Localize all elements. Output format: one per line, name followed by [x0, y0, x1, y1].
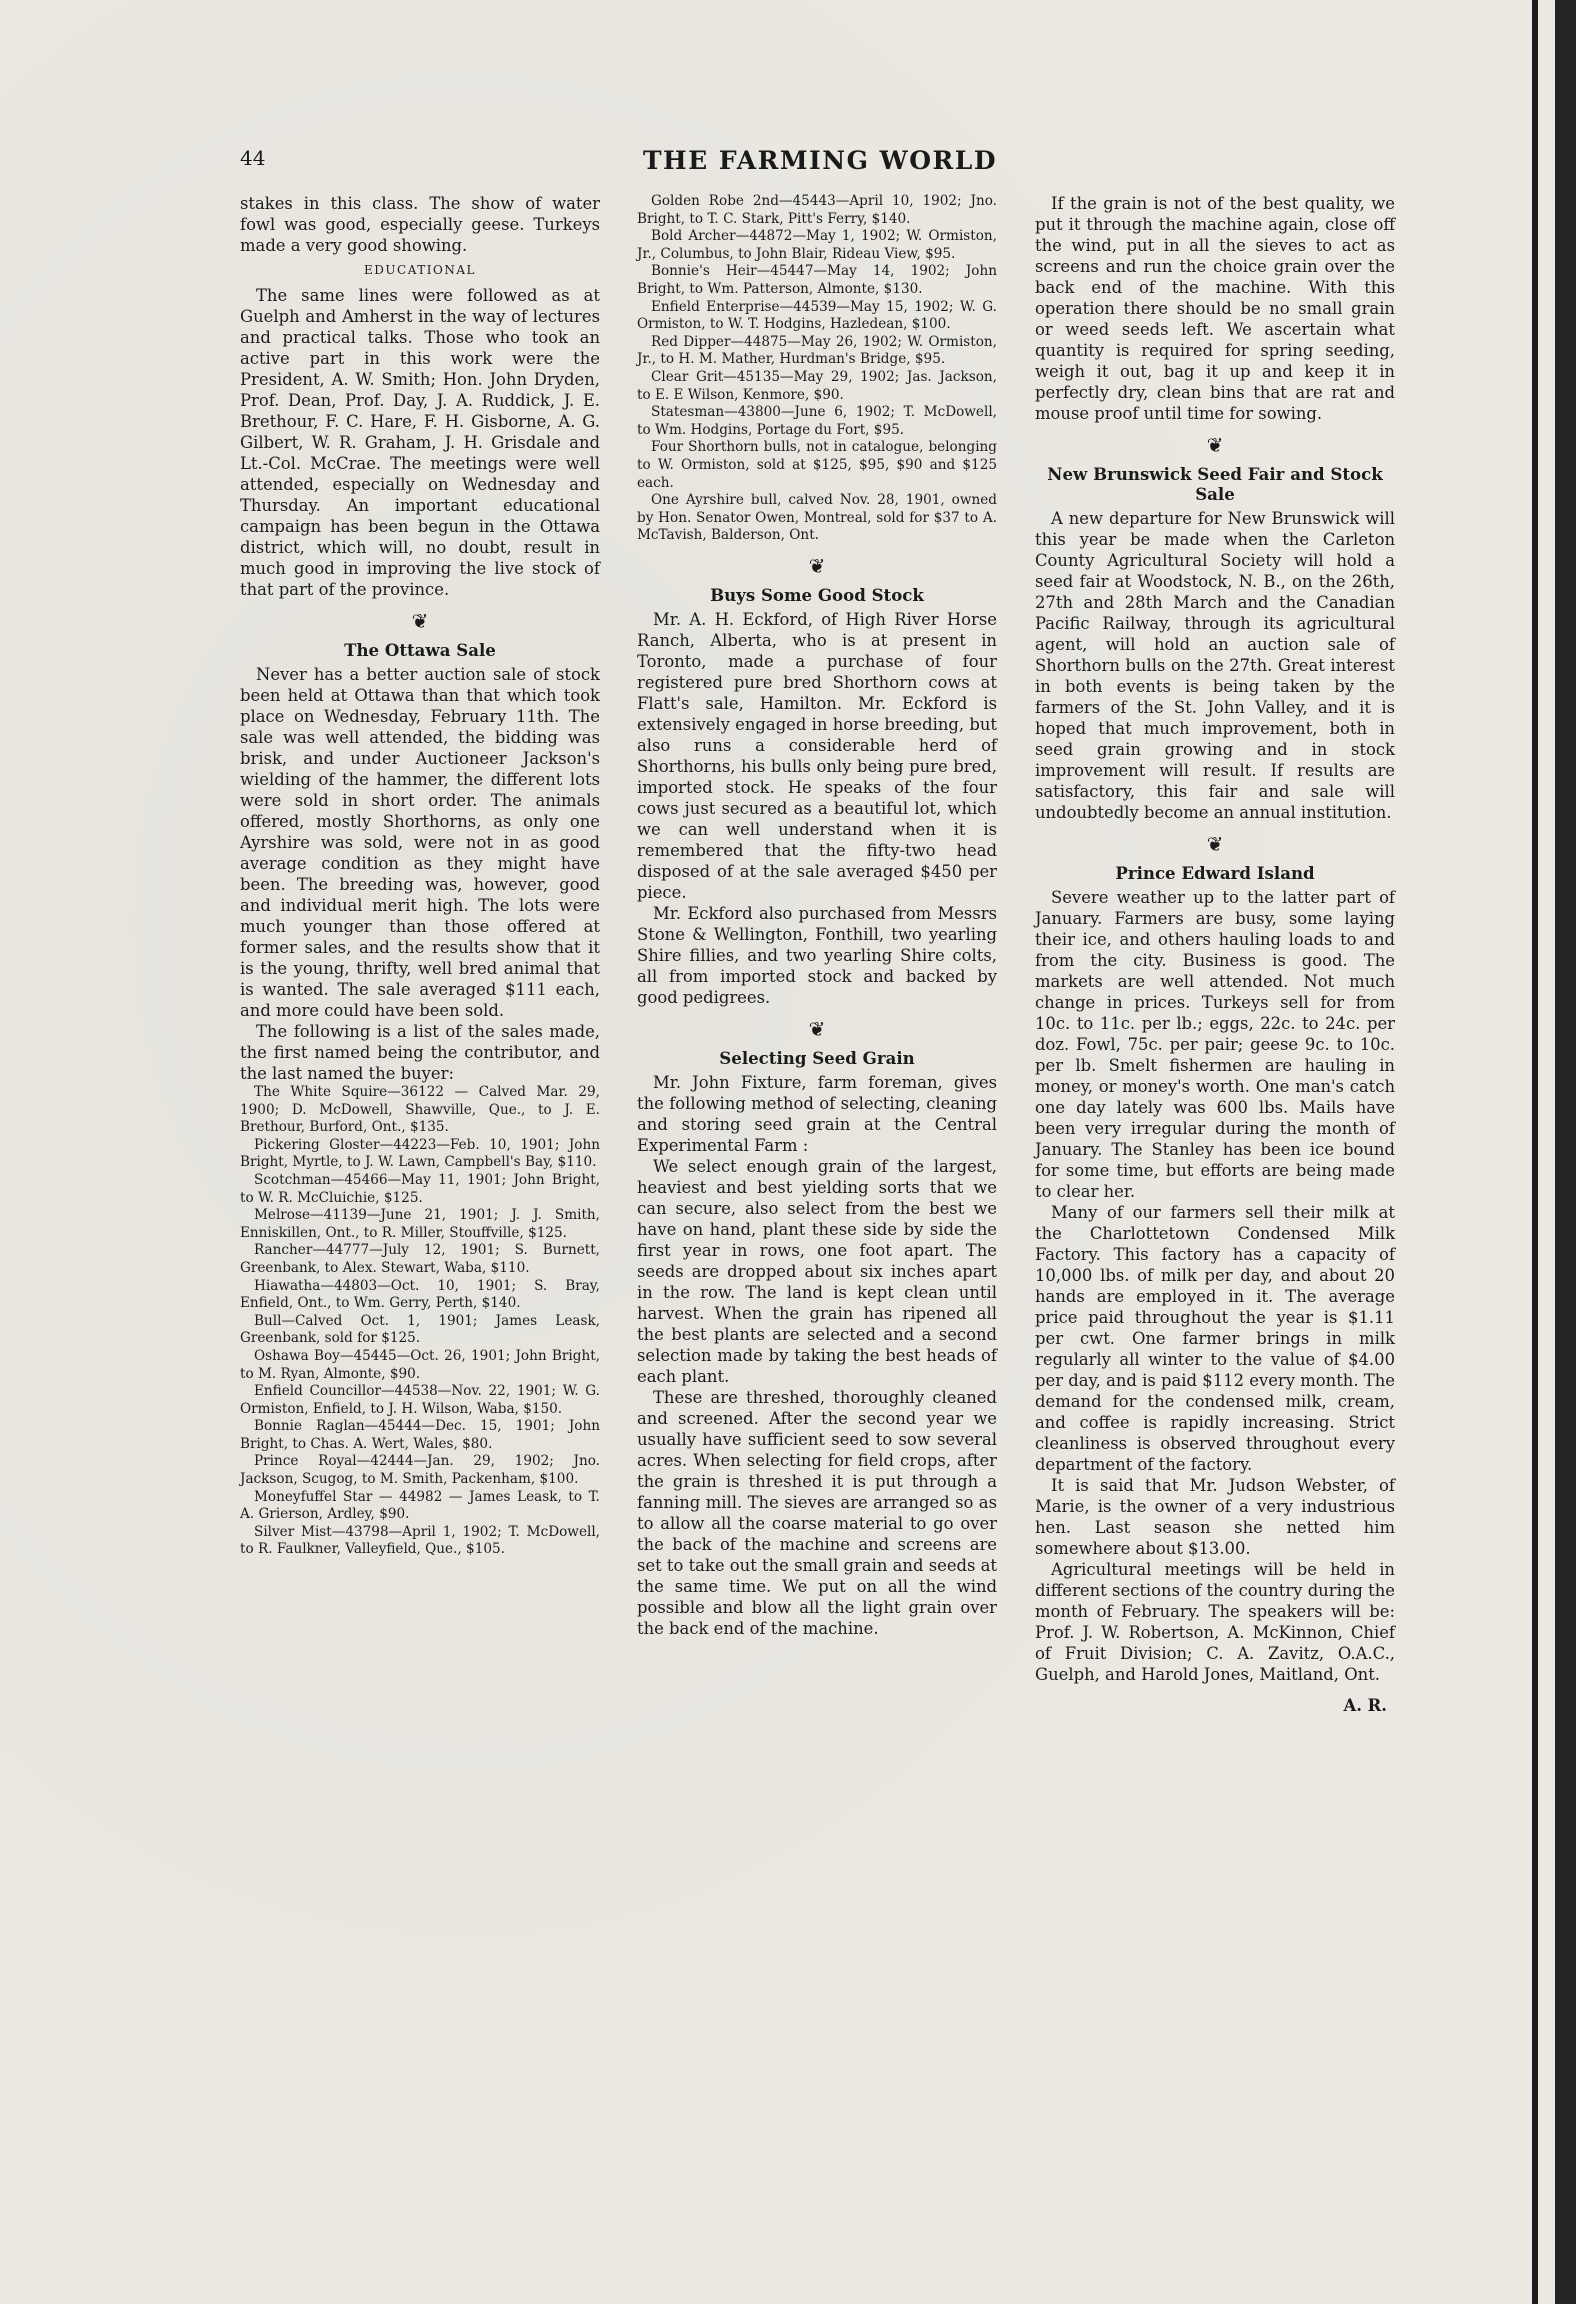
paragraph: stakes in this class. The show of water fowl was good, especially geese. Turkeys made a very good showing.: [240, 194, 600, 255]
paragraph: If the grain is not of the best quality, we put it through the machine again, close off the wind, put in all the sieves to act as screens and run the choice grain over the back end of the machine. With this operation there should be no small grain or weed seeds left. We ascertain what quantity is required for spring seeding, weigh it out, bag it up and keep it in perfectly dry, clean bins that are rat and mouse proof until time for sowing.: [1035, 194, 1395, 423]
ornament-icon: ❦: [411, 609, 429, 633]
sale-entry: Bonnie's Heir—45447—May 14, 1902; John Bright, to Wm. Patterson, Almonte, $130.: [637, 263, 997, 297]
paragraph: Agricultural meetings will be held in different sections of the country during the month of February. The speakers will be: Prof. J. W. Robertson, A. McKinnon, Chief of Fruit Division; C. A. Zavitz, O.A.C., Guelph, and Harold Jones, Maitland, Ont.: [1035, 1560, 1395, 1684]
sale-entry: Oshawa Boy—45445—Oct. 26, 1901; John Bright, to M. Ryan, Almonte, $90.: [240, 1347, 600, 1382]
sale-entry: Scotchman—45466—May 11, 1901; John Bright, to W. R. McCluichie, $125.: [240, 1171, 600, 1206]
paragraph: These are threshed, thoroughly cleaned and screened. After the second year we usually have sufficient seed to sow several acres. When selecting for field crops, after the grain is threshed it is put through a fanning mill. The sieves are arranged so as to allow all the coarse material to go over the back of the machine and screens are set to take out the small grain and seeds at the same time. We put on all the wind possible and blow all the light grain over the back end of the machine.: [637, 1387, 997, 1638]
section-heading-new-brunswick: New Brunswick Seed Fair and Stock Sale: [1047, 464, 1383, 504]
section-heading-ottawa-sale: The Ottawa Sale: [344, 640, 496, 660]
sale-entry: Moneyfuffel Star — 44982 — James Leask, to T. A. Grierson, Ardley, $90.: [240, 1488, 600, 1523]
sale-entry: Bull—Calved Oct. 1, 1901; James Leask, Greenbank, sold for $125.: [240, 1312, 600, 1347]
page-edge-divider: [1532, 0, 1538, 2304]
sale-entry: Hiawatha—44803—Oct. 10, 1901; S. Bray, Enfield, Ont., to Wm. Gerry, Perth, $140.: [240, 1277, 600, 1312]
sale-entry: Clear Grit—45135—May 29, 1902; Jas. Jackson, to E. E Wilson, Kenmore, $90.: [637, 368, 997, 403]
sale-entry: Pickering Gloster—44223—Feb. 10, 1901; John Bright, Myrtle, to J. W. Lawn, Campbell's Bay, $110.: [240, 1136, 600, 1171]
paragraph: The same lines were followed as at Guelph and Amherst in the way of lectures and practical talks. Those who took an active part in this work were the President, A. W. Smith; Hon. John Dryden, Prof. Dean, Prof. Day, J. A. Ruddick, J. E. Brethour, F. C. Hare, F. H. Gisborne, A. G. Gilbert, W. R. Graham, J. H. Grisdale and Lt.-Col. McCrae. The meetings were well attended, especially on Wednesday and Thursday. An important educational campaign has been begun in the Ottawa district, which will, no doubt, result in much good in improving the live stock of that part of the province.: [240, 286, 600, 599]
sale-entry: Bold Archer—44872—May 1, 1902; W. Ormiston, Jr., Columbus, to John Blair, Rideau View, $95.: [637, 228, 997, 262]
paragraph: Mr. Eckford also purchased from Messrs Stone & Wellington, Fonthill, two yearling Shire fillies, and two yearling Shire colts, all from imported stock and backed by good pedigrees.: [637, 903, 997, 1007]
section-heading-buys-stock: Buys Some Good Stock: [710, 584, 924, 605]
ornament-icon: ❦: [808, 1016, 826, 1041]
paragraph: A new departure for New Brunswick will this year be made when the Carleton County Agricultural Society will hold a seed fair at Woodstock, N. B., on the 26th, 27th and 28th March and the Canadian Pacific Railway, through its agricultural agent, will hold an auction sale of Shorthorn bulls on the 27th. Great interest in both events is being taken by the farmers of the St. John Valley, and it is hoped that much improvement, both in seed grain growing and in stock improvement will result. If results are satisfactory, this fair and sale will undoubtedly become an annual institution.: [1035, 509, 1395, 822]
section-heading-pei: Prince Edward Island: [1115, 863, 1315, 883]
sale-entry: Statesman—43800—June 6, 1902; T. McDowell, to Wm. Hodgins, Portage du Fort, $95.: [637, 404, 997, 438]
sale-entry: Red Dipper—44875—May 26, 1902; W. Ormiston, Jr., to H. M. Mather, Hurdman's Bridge, $95.: [637, 333, 997, 368]
sale-entry: Golden Robe 2nd—45443—April 10, 1902; Jno. Bright, to T. C. Stark, Pitt's Ferry, $140.: [637, 193, 997, 227]
section-heading-seed-grain: Selecting Seed Grain: [719, 1047, 915, 1068]
column-1: [240, 193, 600, 1559]
ornament-icon: ❦: [1206, 433, 1224, 457]
sale-entry: Silver Mist—43798—April 1, 1902; T. McDowell, to R. Faulkner, Valleyfield, Que., $105.: [240, 1523, 600, 1558]
column-3: [1035, 193, 1395, 1716]
sale-entry: One Ayrshire bull, calved Nov. 28, 1901, owned by Hon. Senator Owen, Montreal, sold for $37 to A. McTavish, Balderson, Ont.: [637, 492, 997, 544]
sale-entry: Rancher—44777—July 12, 1901; S. Burnett, Greenbank, to Alex. Stewart, Waba, $110.: [240, 1242, 600, 1276]
ornament-icon: ❦: [1206, 832, 1224, 856]
page-header: [240, 146, 1400, 186]
sale-entry: Melrose—41139—June 21, 1901; J. J. Smith, Enniskillen, Ont., to R. Miller, Stouffville, $125.: [240, 1207, 600, 1241]
paragraph: Severe weather up to the latter part of January. Farmers are busy, some laying their ice, and others hauling loads to and from the city. Business is good. The markets are well attended. Not much change in prices. Turkeys sell for from 10c. to 11c. per lb.; eggs, 22c. to 24c. per doz. Fowl, 75c. per pair; geese 9c. to 10c. per lb. Smelt fishermen are hauling in money, or money's worth. One man's catch one day lately was 600 lbs. Mails have been very irregular during the month of January. The Stanley has been ice bound for some time, but efforts are being made to clear her.: [1035, 888, 1395, 1201]
sale-entry: Enfield Enterprise—44539—May 15, 1902; W. G. Ormiston, to W. T. Hodgins, Hazledean, $100.: [637, 298, 997, 333]
paragraph: It is said that Mr. Judson Webster, of Marie, is the owner of a very industrious hen. Last season she netted him somewhere about $13.00.: [1035, 1476, 1395, 1558]
paragraph: Never has a better auction sale of stock been held at Ottawa than that which took place on Wednesday, February 11th. The sale was well attended, the bidding was brisk, and under Auctioneer Jackson's wielding of the hammer, the different lots were sold in short order. The animals offered, mostly Shorthorns, as only one Ayrshire was sold, were not in as good average condition as they might have been. The breeding was, however, good and individual merit high. The lots were much younger than those offered at former sales, and the results show that it is the young, thrifty, well bred animal that is wanted. The sale averaged $111 each, and more could have been sold.: [240, 665, 600, 1020]
author-signature: A. R.: [1343, 1696, 1387, 1715]
paragraph: Mr. A. H. Eckford, of High River Horse Ranch, Alberta, who is at present in Toronto, made a purchase of four registered pure bred Shorthorn cows at Flatt's sale, Hamilton. Mr. Eckford is extensively engaged in horse breeding, but also runs a considerable herd of Shorthorns, his bulls only being pure bred, imported stock. He speaks of the four cows just secured as a beautiful lot, which we can well understand when it is remembered that the fifty-two head disposed of at the sale averaged $450 per piece.: [637, 609, 997, 902]
sale-entry: Prince Royal—42444—Jan. 29, 1902; Jno. Jackson, Scugog, to M. Smith, Packenham, $100.: [240, 1453, 600, 1488]
paragraph: Many of our farmers sell their milk at the Charlottetown Condensed Milk Factory. This factory has a capacity of 10,000 lbs. of milk per day, and about 20 hands are employed in it. The average price paid throughout the year is $1.11 per cwt. One farmer brings in milk regularly all winter to the value of $4.00 per day, and is paid $112 every month. The demand for the condensed milk, cream, and coffee is rapidly increasing. Strict cleanliness is observed throughout every department of the factory.: [1035, 1203, 1395, 1474]
paragraph: Mr. John Fixture, farm foreman, gives the following method of selecting, cleaning and storing seed grain at the Central Experimental Farm :: [637, 1072, 997, 1155]
section-heading-educational: EDUCATIONAL: [364, 263, 476, 277]
paragraph: We select enough grain of the largest, heaviest and best yielding sorts that we can secure, also select from the best we have on hand, plant these side by side the first year in rows, one foot apart. The seeds are dropped about six inches apart in the row. The land is kept clean until harvest. When the grain has ripened all the best plants are selected and a second selection made by taking the best heads of each plant.: [637, 1156, 997, 1386]
journal-title: THE FARMING WORLD: [642, 146, 998, 175]
sale-entry: Bonnie Raglan—45444—Dec. 15, 1901; John Bright, to Chas. A. Wert, Wales, $80.: [240, 1418, 600, 1452]
paragraph: The following is a list of the sales made, the first named being the contributor, and the last named the buyer:: [240, 1022, 600, 1083]
column-2: [637, 193, 997, 1639]
sale-entry: Four Shorthorn bulls, not in catalogue, belonging to W. Ormiston, sold at $125, $95, $90 and $125 each.: [637, 439, 997, 491]
page-number: 44: [240, 146, 266, 170]
ornament-icon: ❦: [808, 553, 826, 578]
sale-entry: The White Squire—36122 — Calved Mar. 29, 1900; D. McDowell, Shawville, Que., to J. E. Brethour, Burford, Ont., $135.: [240, 1084, 600, 1136]
sale-entry: Enfield Councillor—44538—Nov. 22, 1901; W. G. Ormiston, Enfield, to J. H. Wilson, Waba, $150.: [240, 1383, 600, 1417]
